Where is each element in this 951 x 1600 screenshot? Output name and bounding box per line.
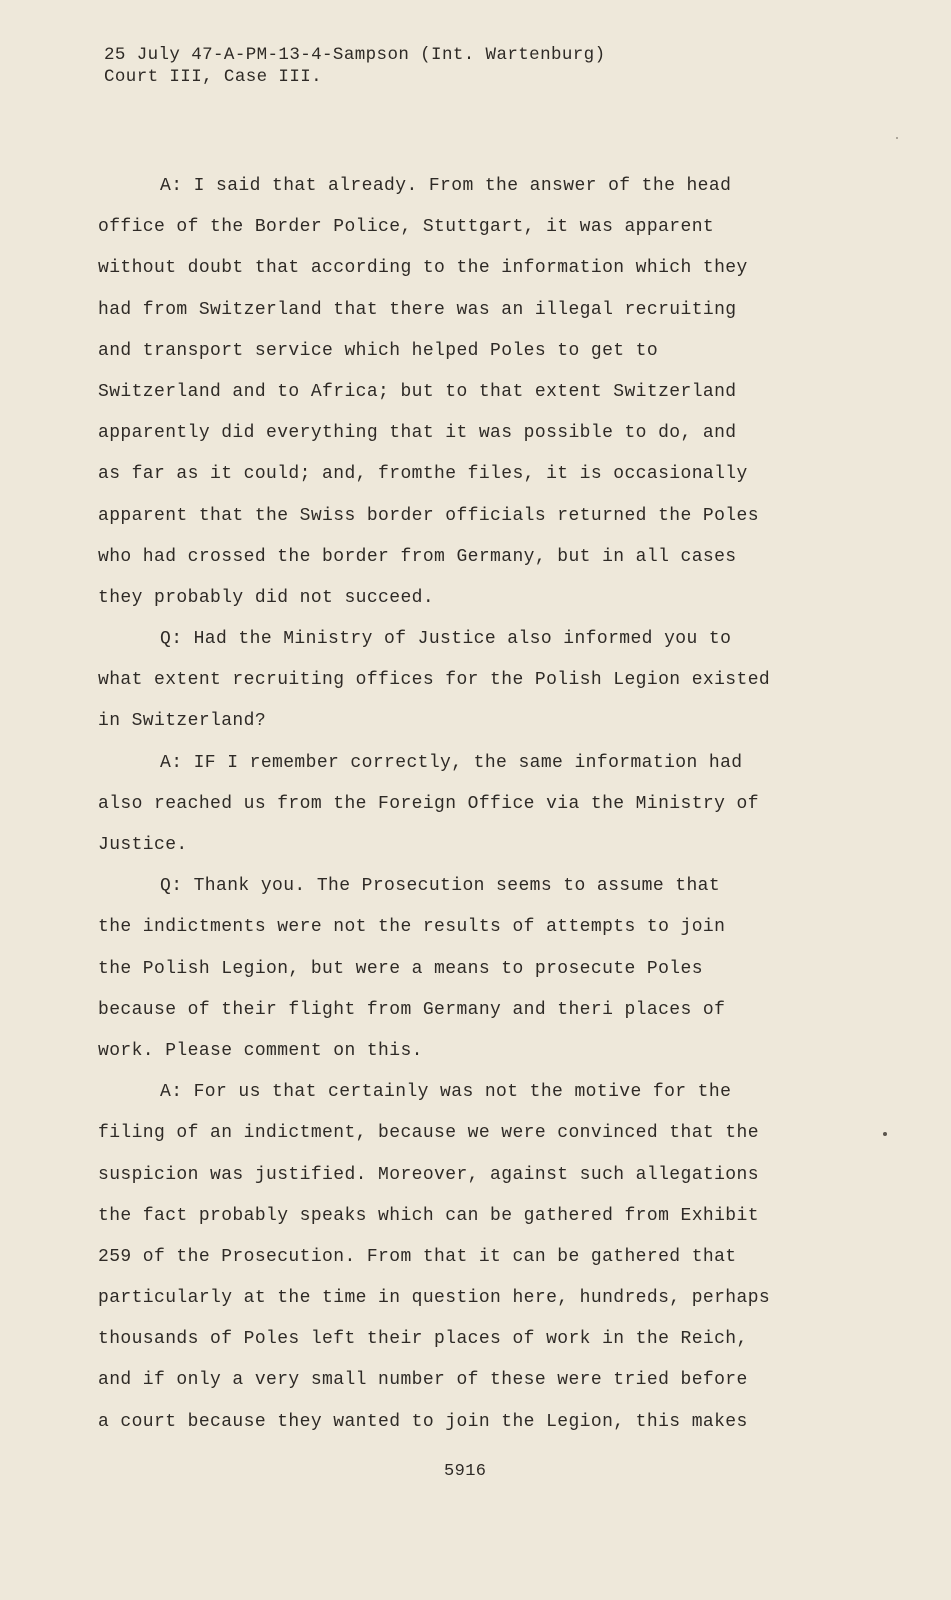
- transcript-line: also reached us from the Foreign Office via the Ministry of: [98, 793, 759, 814]
- transcript-line: Justice.: [98, 835, 188, 855]
- transcript-line: apparently did everything that it was possible to do, and: [98, 423, 737, 444]
- page-number: 5916: [444, 1462, 487, 1481]
- transcript-line: as far as it could; and, fromthe files, it is occasionally: [98, 464, 748, 485]
- header-line-1: 25 July 47-A-PM-13-4-Sampson (Int. Wartenburg): [104, 45, 606, 65]
- transcript-line: in Switzerland?: [98, 711, 267, 732]
- transcript-line: who had crossed the border from Germany, but in all cases: [98, 546, 737, 567]
- transcript-line: apparent that the Swiss border officials returned the Poles: [98, 505, 759, 526]
- transcript-line: filing of an indictment, because we were convinced that the: [98, 1123, 759, 1144]
- transcript-line: what extent recruiting offices for the Polish Legion existed: [98, 670, 771, 691]
- transcript-line: A: For us that certainly was not the motive for the: [160, 1082, 732, 1103]
- transcript-line: office of the Border Police, Stuttgart, it was apparent: [98, 217, 715, 238]
- transcript-line: the Polish Legion, but were a means to prosecute Poles: [98, 958, 703, 979]
- transcript-line: suspicion was justified. Moreover, against such allegations: [98, 1164, 759, 1185]
- transcript-line: they probably did not succeed.: [98, 587, 435, 608]
- paper-speck: [896, 137, 898, 139]
- transcript-line: particularly at the time in question here, hundreds, perhaps: [98, 1288, 771, 1309]
- transcript-line: because of their flight from Germany and theri places of: [98, 999, 726, 1020]
- transcript-line: Q: Had the Ministry of Justice also informed you to: [160, 629, 732, 650]
- transcript-line: A: IF I remember correctly, the same information had: [160, 752, 743, 773]
- transcript-line: thousands of Poles left their places of work in the Reich,: [98, 1329, 748, 1350]
- transcript-line: without doubt that according to the information which they: [98, 258, 748, 279]
- transcript-line: a court because they wanted to join the Legion, this makes: [98, 1411, 748, 1432]
- transcript-line: the indictments were not the results of attempts to join: [98, 917, 726, 938]
- transcript-line: and transport service which helped Poles to get to: [98, 340, 659, 361]
- transcript-line: work. Please comment on this.: [98, 1040, 423, 1061]
- header-line-2: Court III, Case III.: [104, 67, 323, 87]
- transcript-body: [98, 166, 858, 1443]
- document-header: [104, 44, 605, 88]
- paper-speck: [883, 1132, 887, 1136]
- transcript-line: Q: Thank you. The Prosecution seems to assume that: [160, 876, 721, 897]
- transcript-line: had from Switzerland that there was an illegal recruiting: [98, 299, 737, 320]
- transcript-line: and if only a very small number of these were tried before: [98, 1370, 748, 1391]
- transcript-line: the fact probably speaks which can be gathered from Exhibit: [98, 1205, 759, 1226]
- transcript-line: Switzerland and to Africa; but to that extent Switzerland: [98, 381, 737, 402]
- transcript-line: A: I said that already. From the answer of the head: [160, 176, 732, 196]
- transcript-line: 259 of the Prosecution. From that it can be gathered that: [98, 1246, 737, 1267]
